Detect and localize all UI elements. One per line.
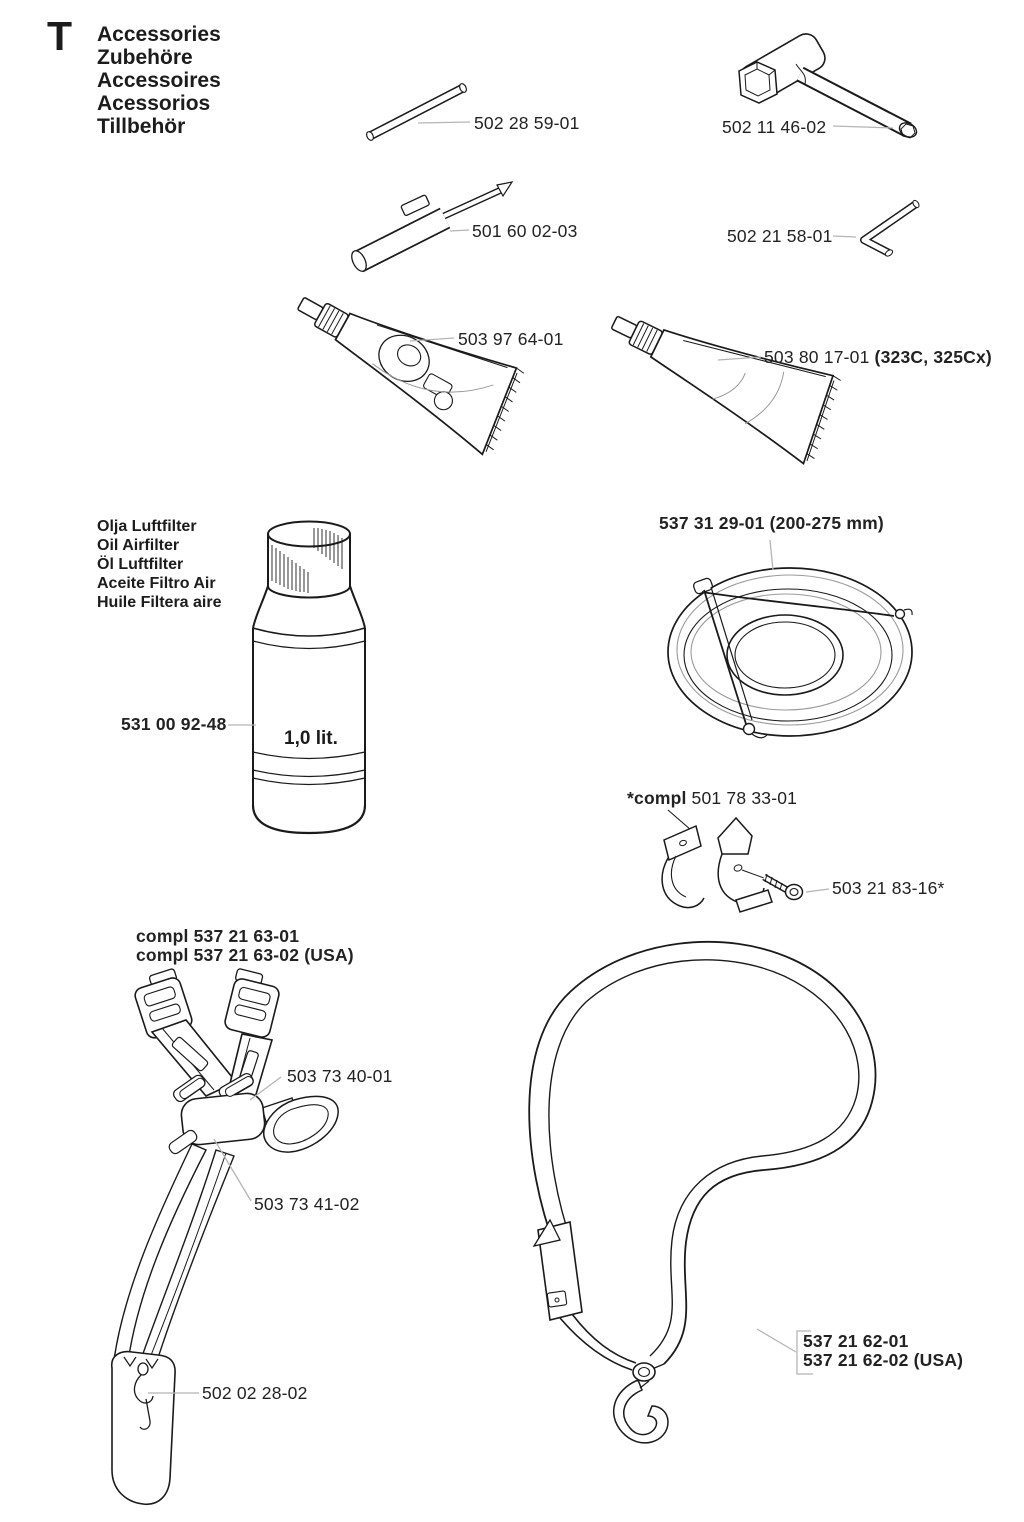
page-title-fr: Accessoires bbox=[97, 69, 221, 92]
page-title-pt: Acessorios bbox=[97, 92, 211, 115]
model-applicability: (323C, 325Cx) bbox=[874, 347, 992, 367]
part-number-text: 501 78 33-01 bbox=[691, 788, 798, 808]
part-number-screwdriver: 501 60 02-03 bbox=[472, 221, 578, 241]
oil-bottle-illustration bbox=[253, 522, 365, 834]
page-title-de: Zubehöre bbox=[97, 46, 193, 69]
oil-name-de: Öl Luftfilter bbox=[97, 556, 184, 573]
oil-name-sv: Olja Luftfilter bbox=[97, 518, 197, 535]
part-number-harness-assembly-1: compl 537 21 63-01 bbox=[136, 926, 300, 946]
part-number-allen-key: 502 21 58-01 bbox=[727, 226, 833, 246]
bottle-volume-text: 1,0 lit. bbox=[284, 728, 338, 749]
grease-tube-illustrated-illustration bbox=[279, 261, 533, 458]
part-number-fuel-pipe: 502 28 59-01 bbox=[474, 113, 580, 133]
part-number-trimmer-line: 537 31 29-01 (200-275 mm) bbox=[659, 513, 884, 533]
trimmer-line-coil-illustration bbox=[668, 568, 912, 738]
part-number-clamp-assembly bbox=[627, 788, 797, 809]
part-number-grease-tube: 503 97 64-01 bbox=[458, 329, 564, 349]
part-number-shoulder-strap-1: 537 21 62-01 bbox=[803, 1331, 909, 1351]
part-number-socket-wrench: 502 11 46-02 bbox=[722, 117, 827, 137]
clamp-illustration bbox=[662, 810, 772, 912]
part-number-harness-assembly-2: compl 537 21 63-02 (USA) bbox=[136, 945, 354, 965]
part-number-harness-pad: 502 02 28-02 bbox=[202, 1383, 308, 1403]
fuel-pipe-illustration bbox=[365, 83, 468, 142]
section-letter: T bbox=[47, 13, 73, 59]
air-filter-oil-names bbox=[97, 517, 222, 612]
oil-name-fr: Huile Filtera aire bbox=[97, 594, 222, 611]
part-number-harness-strap: 503 73 40-01 bbox=[287, 1066, 393, 1086]
part-number-screw: 503 21 83-16* bbox=[832, 878, 945, 898]
part-number-text: 503 80 17-01 bbox=[764, 347, 870, 367]
grease-tube-plain-illustration bbox=[595, 279, 851, 467]
page-title-en: Accessories bbox=[97, 23, 221, 46]
part-number-shoulder-strap-2: 537 21 62-02 (USA) bbox=[803, 1350, 964, 1370]
part-number-oil-bottle: 531 00 92-48 bbox=[121, 714, 227, 734]
compl-prefix: *compl bbox=[627, 788, 687, 808]
part-number-harness-buckle: 503 73 41-02 bbox=[254, 1194, 360, 1214]
page-title-block bbox=[97, 23, 221, 138]
harness-illustration bbox=[112, 968, 338, 1504]
page-title-sv: Tillbehör bbox=[97, 115, 186, 138]
oil-name-es: Aceite Filtro Air bbox=[97, 575, 216, 592]
part-number-grease-tube-plain bbox=[764, 347, 992, 368]
oil-name-en: Oil Airfilter bbox=[97, 537, 180, 554]
allen-key-illustration bbox=[864, 199, 920, 257]
